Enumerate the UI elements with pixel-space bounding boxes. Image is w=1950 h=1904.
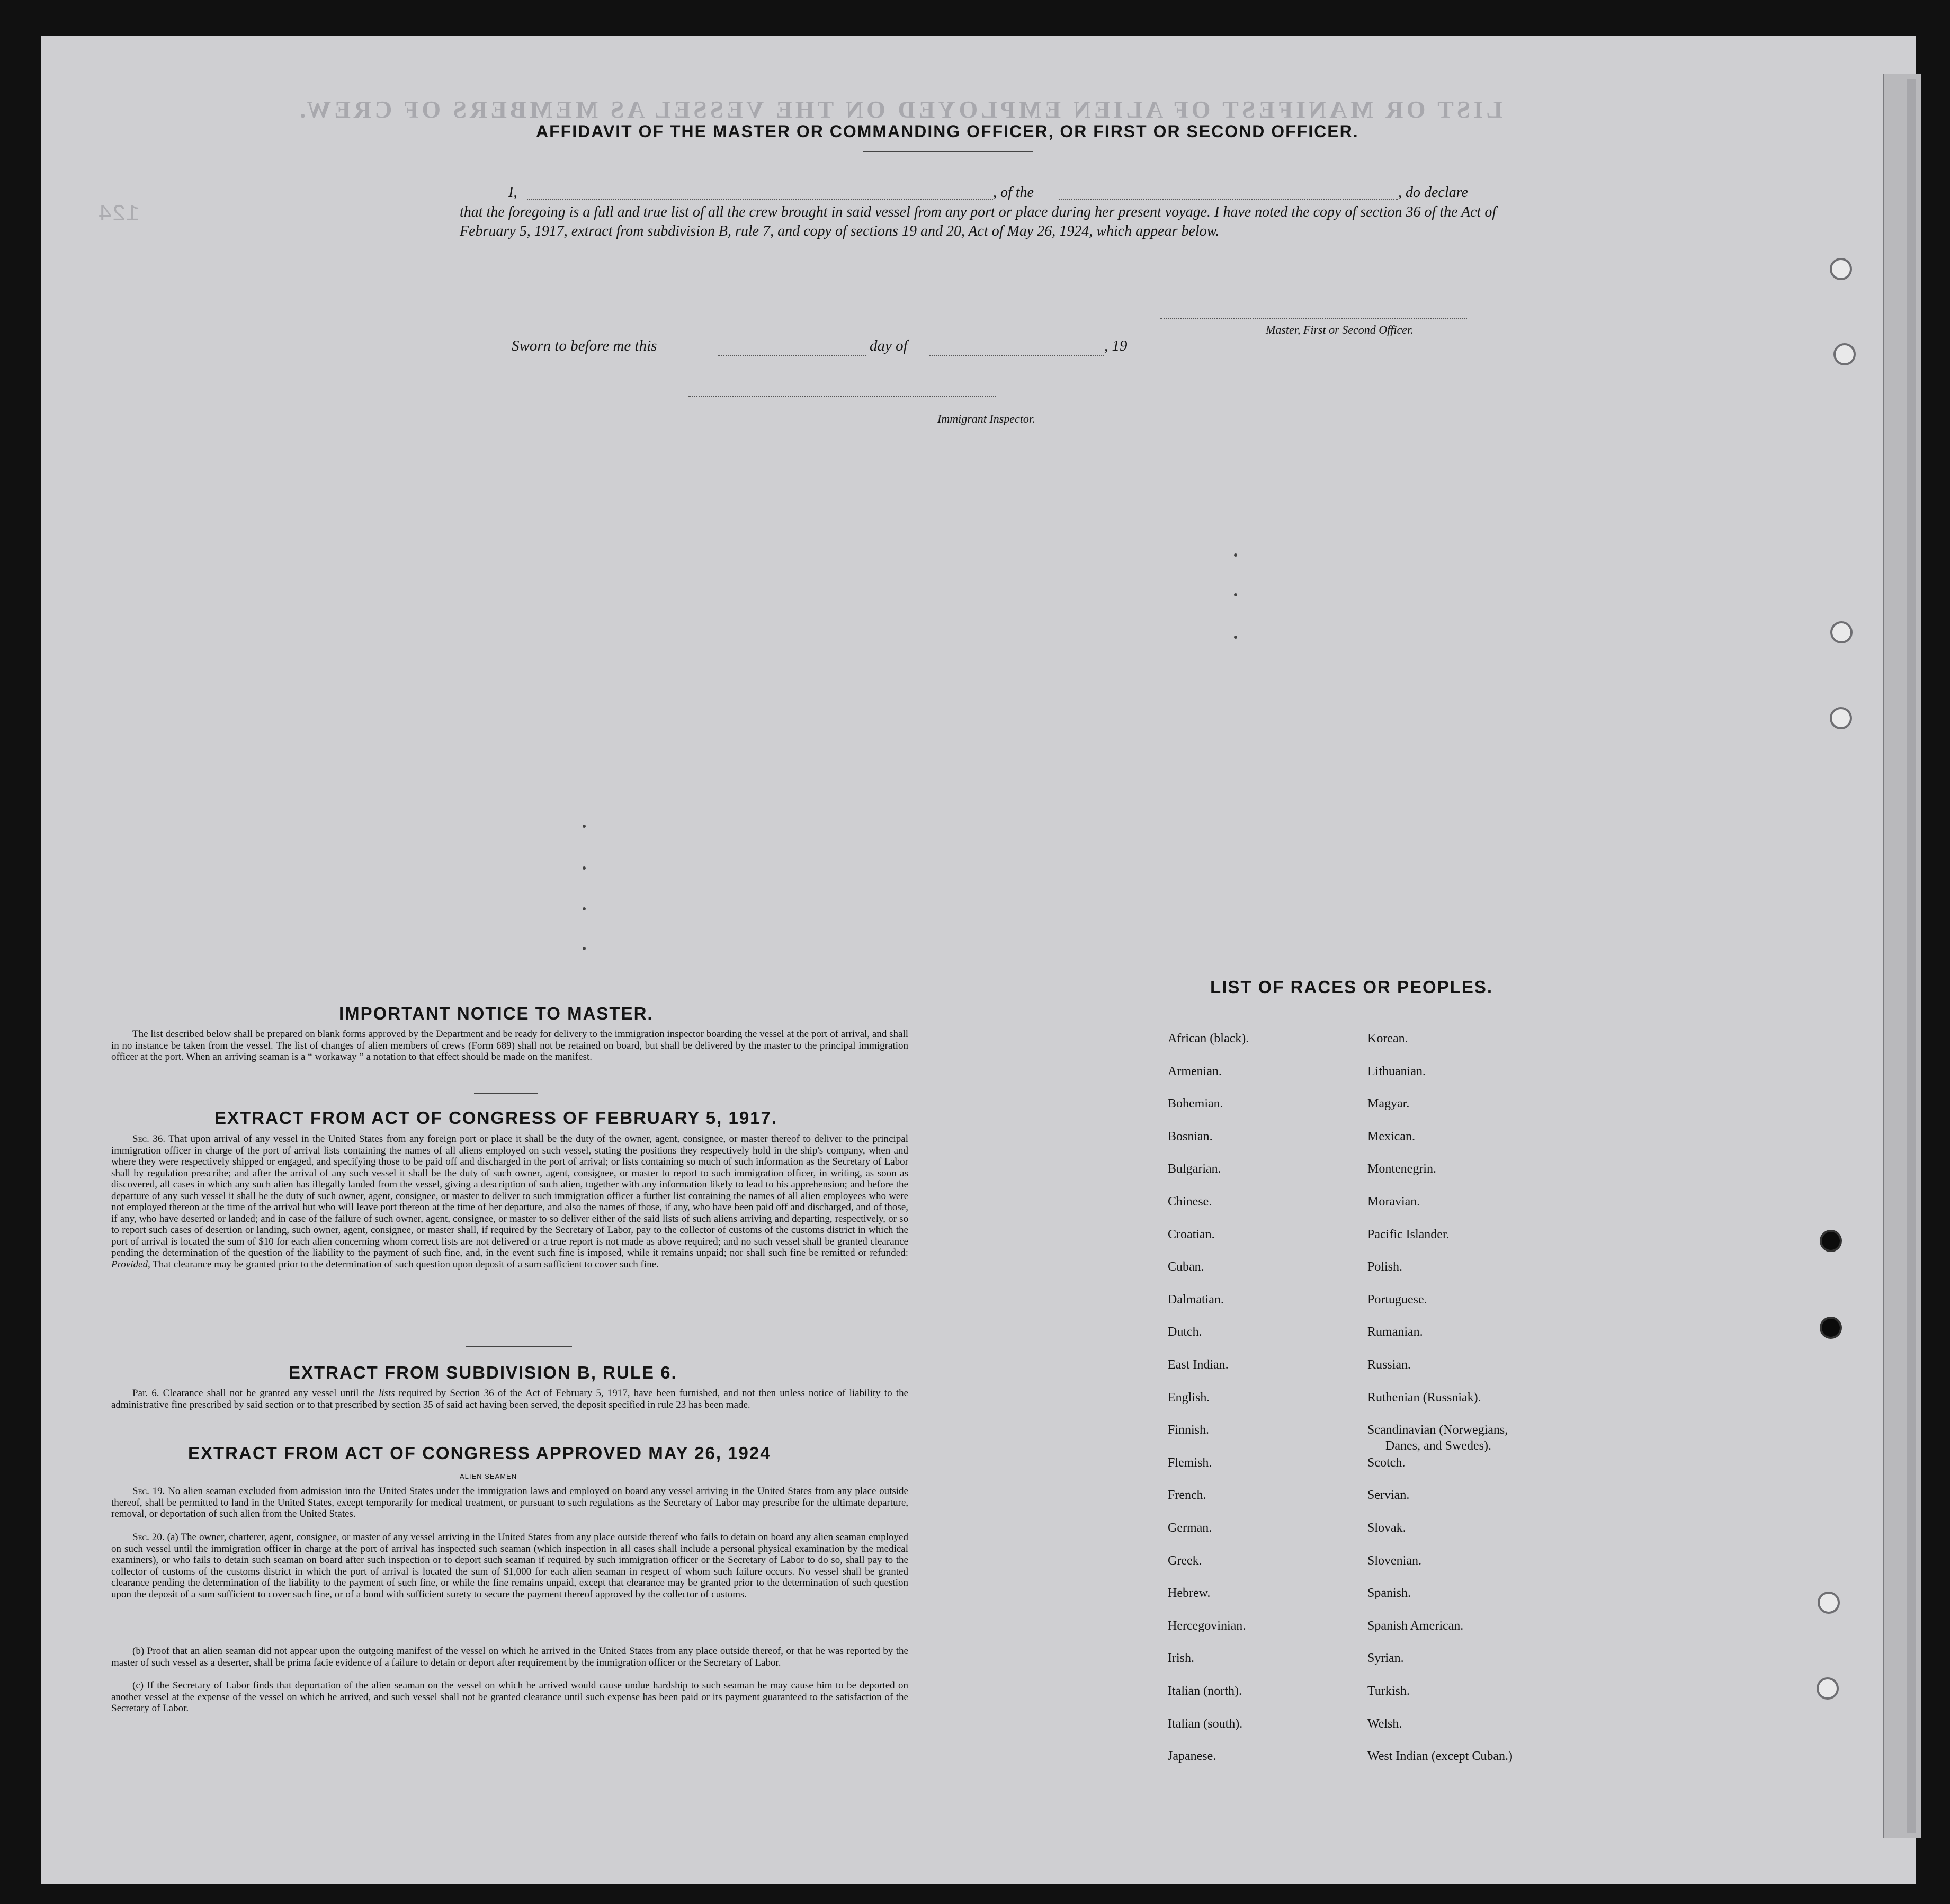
bleed-mark xyxy=(1234,553,1237,557)
binder-hole xyxy=(1833,343,1856,365)
race-item: Welsh. xyxy=(1367,1717,1402,1731)
binder-hole xyxy=(1820,1317,1842,1339)
race-item: Hebrew. xyxy=(1168,1586,1211,1600)
race-item: Italian (south). xyxy=(1168,1717,1243,1731)
bleed-through-page-number: 124 xyxy=(98,201,140,228)
extract-1917-text xyxy=(111,1133,908,1270)
notice-title: IMPORTANT NOTICE TO MASTER. xyxy=(339,1004,654,1023)
extract-1917-rule xyxy=(466,1346,572,1347)
race-item: West Indian (except Cuban.) xyxy=(1367,1749,1513,1763)
race-item: Bulgarian. xyxy=(1168,1162,1221,1176)
rule6-lists-word: lists xyxy=(379,1388,395,1399)
race-item: Bohemian. xyxy=(1168,1097,1223,1111)
race-item: Bosnian. xyxy=(1168,1130,1213,1143)
race-item: Spanish. xyxy=(1367,1586,1411,1600)
race-item: Croatian. xyxy=(1168,1228,1215,1241)
race-item: Portuguese. xyxy=(1367,1293,1427,1307)
race-item: Slovak. xyxy=(1367,1521,1406,1535)
day-of-text: day of xyxy=(870,337,908,354)
sec-20-label: Sec. 20. xyxy=(132,1532,165,1543)
bleed-mark xyxy=(583,866,586,870)
binder-hole xyxy=(1830,707,1852,729)
inspector-label: Immigrant Inspector. xyxy=(937,412,1035,425)
race-item: Slovenian. xyxy=(1367,1554,1421,1568)
underlying-page-edge-2 xyxy=(1907,79,1916,1833)
race-item: Spanish American. xyxy=(1367,1619,1464,1633)
race-item: Armenian. xyxy=(1168,1065,1222,1078)
extract-rule6-text xyxy=(111,1388,908,1410)
race-item: Turkish. xyxy=(1367,1684,1410,1698)
affidavit-title: AFFIDAVIT OF THE MASTER OR COMMANDING OFFICER, OR FIRST OR SECOND OFFICER. xyxy=(536,122,1359,141)
race-item: Hercegovinian. xyxy=(1168,1619,1246,1633)
race-item: Dutch. xyxy=(1168,1325,1202,1339)
race-item: Finnish. xyxy=(1168,1423,1210,1437)
race-item: Dalmatian. xyxy=(1168,1293,1224,1307)
races-title: LIST OF RACES OR PEOPLES. xyxy=(1210,977,1493,997)
alien-seamen-subtitle: ALIEN SEAMEN xyxy=(460,1472,517,1480)
affidavit-i-label: I, xyxy=(508,184,517,201)
extract-1924-title: EXTRACT FROM ACT OF CONGRESS APPROVED MAY 26, 1924 xyxy=(188,1443,771,1463)
race-item: Mexican. xyxy=(1367,1130,1415,1143)
race-item: Japanese. xyxy=(1168,1749,1216,1763)
affidavit-body: that the foregoing is a full and true list of all the crew brought in said vessel from any port or place during her present voyage. I have noted the copy of section 36 of the Act of February 5, 1917, extract from subdivision B, rule 7, and copy of sections 19 and 20, Act of May 26, 1924, which appear below. xyxy=(460,204,1497,239)
year-prefix: , 19 xyxy=(1104,337,1128,354)
sworn-text: Sworn to before me this xyxy=(512,337,657,354)
binder-hole xyxy=(1830,621,1853,643)
sworn-month-blank xyxy=(929,355,1104,356)
rule6-text-a: Par. 6. Clearance shall not be granted any vessel until the xyxy=(132,1388,375,1399)
bleed-mark xyxy=(1234,593,1237,596)
race-item: Moravian. xyxy=(1367,1195,1420,1209)
binder-hole xyxy=(1830,258,1852,280)
sec-36-text: That upon arrival of any vessel in the United States from any foreign port or place it shall be the duty of the owner, agent, consignee, or master thereof to deliver to the principal immigration officer in charge of the port of arrival lists containing the names of all aliens employed on such vessel, stating the positions they respectively hold in the ship's company, when and where they were respectively shipped or engaged, and specifying those to be paid off and discharged in the port of arrival; or lists containing so much of such information as the Secretary of Labor shall by regulation prescribe; and after the arrival of any such vessel it shall be the duty of such owner, agent, consignee, or master to report to such immigration officer, in writing, as soon as discovered, all cases in which any such alien has illegally landed from the vessel, giving a description of such alien, together with any information likely to lead to his apprehension; and before the departure of any such vessel it shall be the duty of such owner, agent, consignee, or master to deliver to such immigration officer a further list containing the names of all alien employees who were not employed thereon at the time of the arrival but who will leave port thereon at the time of her departure, and also the names of those, if any, who have been paid off and discharged, and of those, if any, who have deserted or landed; and in case of the failure of such owner, agent, consignee, or master to so deliver either of the said lists of such aliens arriving and departing, respectively, or so to report such cases of desertion or landing, such owner, agent, consignee, or master shall, if required by the Secretary of Labor, pay to the collector of customs of the customs district in which the port of arrival is located the sum of $10 for each alien concerning whom correct lists are not delivered or a true report is not made as above required; and no such vessel shall be granted clearance pending the determination of the question of the liability to the payment of such fine, and, in the event such fine is imposed, while it remains unpaid; nor shall such fine be remitted or refunded: xyxy=(111,1133,908,1258)
binder-hole xyxy=(1818,1592,1840,1614)
binder-hole xyxy=(1817,1677,1839,1700)
sec-20b: (b) Proof that an alien seaman did not appear upon the outgoing manifest of the vessel on which he arrived in the United States from any place outside thereof, or that he was reported by the master of such vessel as a deserter, shall be prima facie evidence of a failure to detain or deport after requirement by the immigration officer or the Secretary of Labor. xyxy=(111,1646,908,1668)
race-item: Cuban. xyxy=(1168,1260,1204,1274)
race-item: Chinese. xyxy=(1168,1195,1212,1209)
extract-rule6-title: EXTRACT FROM SUBDIVISION B, RULE 6. xyxy=(289,1363,677,1382)
proviso-label: Provided, xyxy=(111,1258,150,1270)
race-item: Pacific Islander. xyxy=(1367,1228,1450,1241)
race-item: French. xyxy=(1168,1488,1206,1502)
race-item: East Indian. xyxy=(1168,1358,1229,1372)
affidavit-declare-label: , do declare xyxy=(1398,184,1468,201)
inspector-blank xyxy=(688,396,996,397)
signature-blank xyxy=(1160,318,1467,319)
sec-20c: (c) If the Secretary of Labor finds that deportation of the alien seaman on the vessel on which he arrived would cause undue hardship to such seaman he may cause him to be deported on another vessel at the expense of the vessel on which he arrived, and such vessel shall not be granted clearance until such expense has been paid or its payment guaranteed to the satisfaction of the Secretary of Labor. xyxy=(111,1680,908,1714)
proviso-text: That clearance may be granted prior to the determination of such question upon deposit of a sum sufficient to cover such fine. xyxy=(153,1258,659,1270)
bleed-through-title: LIST OR MANIFEST OF ALIEN EMPLOYED ON THE VESSEL AS MEMBERS OF CREW. xyxy=(297,96,1502,123)
race-item: Servian. xyxy=(1367,1488,1410,1502)
race-item: Scotch. xyxy=(1367,1456,1406,1470)
race-item: Danes, and Swedes). xyxy=(1385,1439,1491,1453)
race-item: English. xyxy=(1168,1391,1210,1405)
notice-text: The list described below shall be prepared on blank forms approved by the Department and be ready for delivery to the immigration inspector boarding the vessel at the port of arrival, and shall in no instance be taken from the vessel. The list of changes of alien members of crews (Form 689) shall not be retained on board, but shall be delivered by the master to the principal immigration officer at the port. When an arriving seaman is a “ workaway ” a notation to that effect should be made on the manifest. xyxy=(111,1029,908,1062)
race-item: Ruthenian (Russniak). xyxy=(1367,1391,1481,1405)
bleed-mark xyxy=(583,947,586,950)
race-item: Italian (north). xyxy=(1168,1684,1242,1698)
sec-20a xyxy=(111,1532,908,1600)
affidavit-title-rule xyxy=(863,151,1033,152)
rule6-text-b: required by Section 36 of the Act of February 5, 1917, have been furnished, and not then unless notice of liability to the administrative fine prescribed by said section or to that prescribed by section 35 of said act having been served, the deposit specified in rule 23 has been made. xyxy=(111,1388,908,1410)
race-item: Montenegrin. xyxy=(1367,1162,1436,1176)
name-blank xyxy=(527,199,993,200)
race-item: Korean. xyxy=(1367,1032,1408,1045)
race-item: Lithuanian. xyxy=(1367,1065,1426,1078)
vessel-blank xyxy=(1059,199,1398,200)
bleed-mark xyxy=(583,907,586,910)
race-item: Flemish. xyxy=(1168,1456,1212,1470)
race-item: Greek. xyxy=(1168,1554,1202,1568)
signature-label: Master, First or Second Officer. xyxy=(1266,323,1414,336)
sec-19-text: No alien seaman excluded from admission into the United States under the immigration laws and employed on board any vessel arriving in the United States from any place outside thereof, shall be permitted to land in the United States, except temporarily for medical treatment, or pursuant to such regulations as the Secretary of Labor may prescribe for the ultimate departure, removal, or deportation of such alien from the United States. xyxy=(111,1486,908,1519)
race-item: Syrian. xyxy=(1367,1651,1404,1665)
sec-36-label: Sec. 36. xyxy=(132,1133,166,1145)
race-item: Magyar. xyxy=(1367,1097,1410,1111)
race-item: Irish. xyxy=(1168,1651,1194,1665)
sec-20a-text: (a) The owner, charterer, agent, consignee, or master of any vessel arriving in the United States from any place outside thereof who fails to detain on board any alien seaman employed on such vessel until the immigration officer in charge at the port of arrival has inspected such seaman (which inspection in all cases shall include a personal physical examination by the medical examiners), or who fails to detain such seaman on board after such inspection or to deport such seaman if required by such immigration officer or the Secretary of Labor to do so, shall pay to the collector of customs of the customs district in which the port of arrival is located the sum of $1,000 for each alien seaman in respect of whom such failure occurs. No vessel shall be granted clearance pending the determination of the liability to the payment of such fine, or while the fine remains unpaid, except that clearance may be granted prior to the determination of such question upon the deposit of a sum sufficient to cover such fine, or of a bond with sufficient surety to secure the payment thereof approved by the collector of customs. xyxy=(111,1532,908,1600)
binder-hole xyxy=(1820,1230,1842,1252)
affidavit-of-the-label: , of the xyxy=(993,184,1034,201)
race-item: Polish. xyxy=(1367,1260,1403,1274)
race-item: Scandinavian (Norwegians, xyxy=(1367,1423,1508,1437)
race-item: African (black). xyxy=(1168,1032,1249,1045)
race-item: German. xyxy=(1168,1521,1212,1535)
document-sheet xyxy=(41,36,1916,1884)
sec-19 xyxy=(111,1486,908,1520)
sec-19-label: Sec. 19. xyxy=(132,1486,165,1497)
race-item: Rumanian. xyxy=(1367,1325,1423,1339)
extract-1917-title: EXTRACT FROM ACT OF CONGRESS OF FEBRUARY 5, 1917. xyxy=(214,1108,778,1128)
sworn-day-blank xyxy=(718,355,866,356)
race-item: Russian. xyxy=(1367,1358,1411,1372)
bleed-mark xyxy=(583,825,586,828)
bleed-mark xyxy=(1234,636,1237,639)
notice-rule xyxy=(474,1093,538,1094)
